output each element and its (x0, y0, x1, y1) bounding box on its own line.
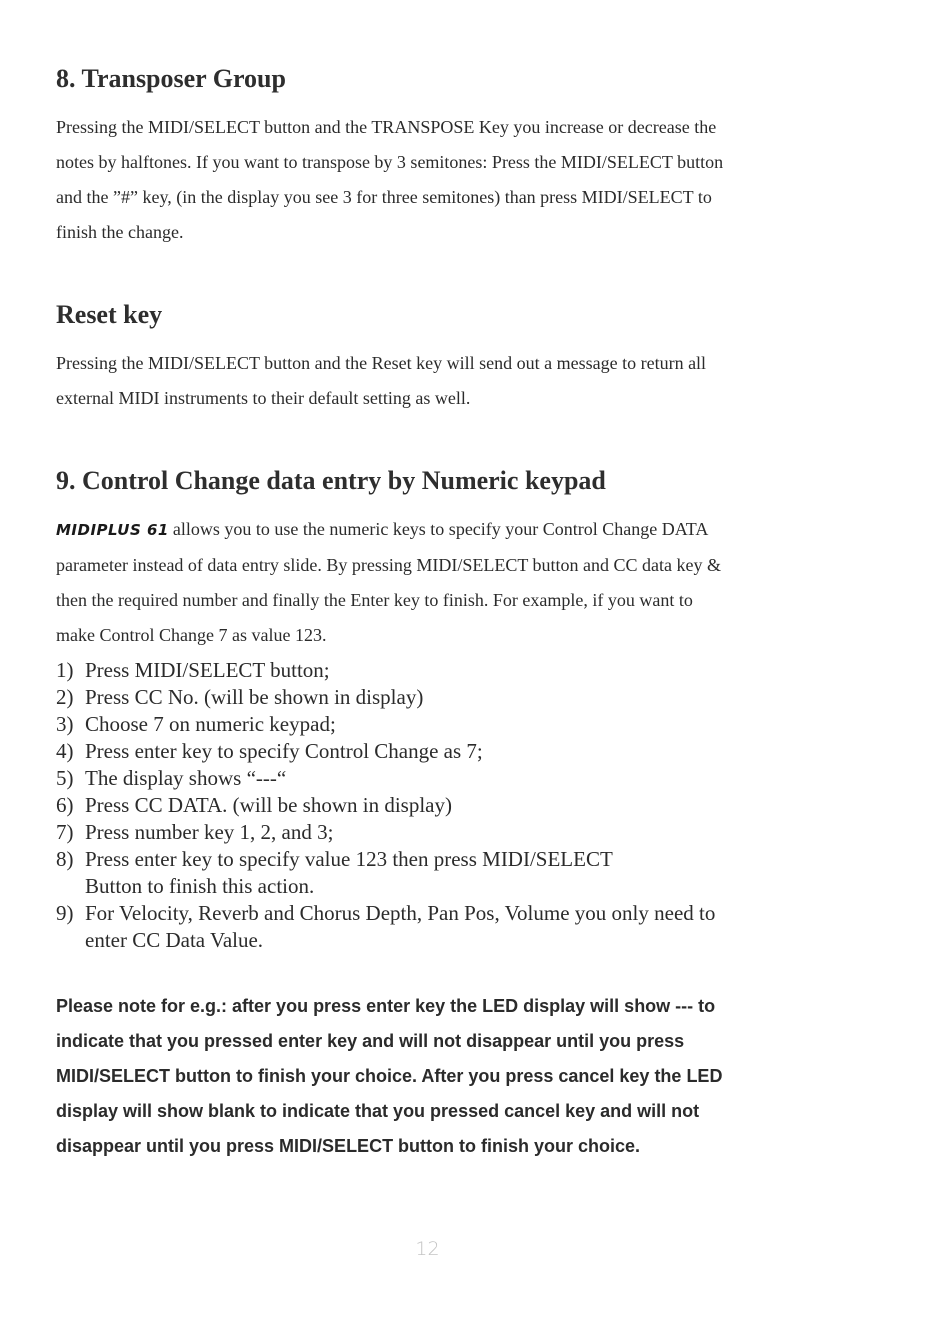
list-item (56, 900, 836, 954)
text-line: indicate that you pressed enter key and will not disappear until you press (56, 1031, 685, 1051)
text-line: display will show blank to indicate that you pressed cancel key and will not (56, 1101, 700, 1121)
step-number: 8) (56, 847, 74, 871)
text-line: finish the change. (56, 222, 184, 242)
list-item (56, 684, 836, 711)
text-line: external MIDI instruments to their default setting as well. (56, 388, 471, 408)
text-fragment: allows you to use the numeric keys to specify your Control Change DATA (172, 519, 709, 539)
page-number: 12 (415, 1238, 440, 1260)
list-item (56, 765, 836, 792)
text-line: then the required number and finally the Enter key to finish. For example, if you want to (56, 590, 693, 610)
heading-reset-key: Reset key (56, 300, 163, 329)
text-line: Pressing the MIDI/SELECT button and the Reset key will send out a message to return all (56, 353, 707, 373)
steps-list (56, 657, 836, 954)
step-number: 3) (56, 712, 74, 736)
list-item (56, 711, 836, 738)
paragraph-control-change (56, 512, 816, 653)
text-line: MIDI/SELECT button to finish your choice. After you press cancel key the LED (56, 1066, 723, 1086)
heading-control-change: 9. Control Change data entry by Numeric keypad (56, 466, 606, 495)
step-number: 5) (56, 766, 74, 790)
text-line (56, 512, 816, 548)
list-item (56, 792, 836, 819)
text-line: Please note for e.g.: after you press enter key the LED display will show --- to (56, 996, 716, 1016)
step-number: 6) (56, 793, 74, 817)
step-number: 2) (56, 685, 74, 709)
step-number: 7) (56, 820, 74, 844)
step-text: Press number key 1, 2, and 3; (85, 820, 334, 844)
midiplus-logo: MIDIPLUS 61 (56, 521, 169, 539)
list-item (56, 846, 836, 900)
list-item (56, 657, 836, 684)
paragraph-reset-key (56, 346, 816, 416)
step-text: Press MIDI/SELECT button; (85, 658, 330, 682)
step-text-continued: enter CC Data Value. (85, 928, 264, 952)
text-line: parameter instead of data entry slide. By pressing MIDI/SELECT button and CC data key & (56, 555, 722, 575)
step-text: Press enter key to specify value 123 then press MIDI/SELECT (85, 847, 613, 871)
text-line: disappear until you press MIDI/SELECT button to finish your choice. (56, 1136, 641, 1156)
step-text: The display shows “---“ (85, 766, 287, 790)
step-text: For Velocity, Reverb and Chorus Depth, Pan Pos, Volume you only need to (85, 901, 716, 925)
text-line: make Control Change 7 as value 123. (56, 625, 327, 645)
text-line: notes by halftones. If you want to transpose by 3 semitones: Press the MIDI/SELECT button (56, 152, 724, 172)
list-item (56, 819, 836, 846)
list-item (56, 738, 836, 765)
step-text: Press CC No. (will be shown in display) (85, 685, 424, 709)
step-number: 9) (56, 901, 74, 925)
step-number: 4) (56, 739, 74, 763)
step-number: 1) (56, 658, 74, 682)
text-line: and the ”#” key, (in the display you see 3 for three semitones) than press MIDI/SELECT to (56, 187, 712, 207)
heading-transposer-group: 8. Transposer Group (56, 64, 286, 93)
paragraph-transposer-group (56, 110, 816, 250)
step-text: Choose 7 on numeric keypad; (85, 712, 336, 736)
step-text: Press enter key to specify Control Change as 7; (85, 739, 483, 763)
text-line: Pressing the MIDI/SELECT button and the TRANSPOSE Key you increase or decrease the (56, 117, 717, 137)
step-text-continued: Button to finish this action. (85, 874, 315, 898)
note-paragraph (56, 989, 836, 1164)
step-text: Press CC DATA. (will be shown in display) (85, 793, 452, 817)
